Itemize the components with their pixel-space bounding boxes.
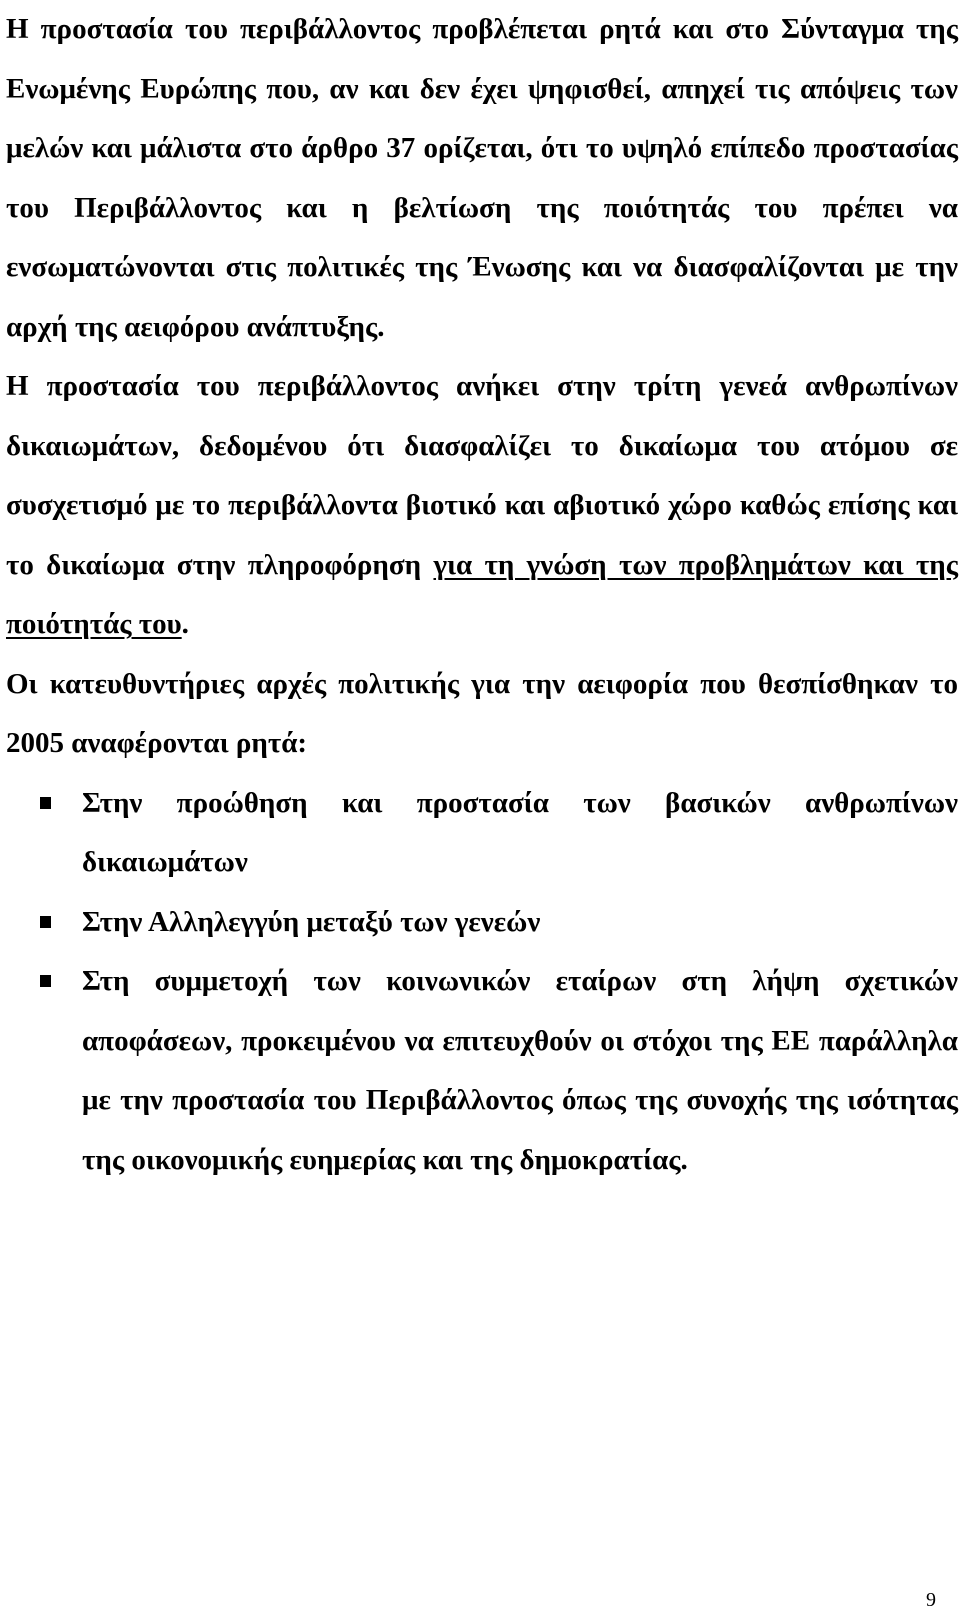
paragraph-guiding-principles: Οι κατευθυντήριες αρχές πολιτικής για την αειφορία που θεσπίσθηκαν το 2005 αναφέρονται ρητά:	[6, 667, 958, 759]
principles-list	[6, 774, 958, 1191]
paragraph-human-rights-text: Η προστασία του περιβάλλοντος ανήκει στην τρίτη γενεά ανθρωπίνων δικαιωμάτων, δεδομένου ότι διασφαλίζει το δικαίωμα του ατόμου σε συσχετισμό με το περιβάλλοντα βιοτικό και αβιοτικό χώρο καθώς επίσης και το δικαίωμα στην πληροφόρηση	[6, 370, 958, 581]
list-item-text: Στη συμμετοχή των κοινωνικών εταίρων στη λήψη σχετικών αποφάσεων, προκειμένου να επιτευχθούν οι στόχοι της ΕΕ παράλληλα με την προστασία του Περιβάλλοντος όπως της συνοχής της ισότητας της οικονομικής ευημερίας και της δημοκρατίας.	[82, 965, 958, 1176]
paragraph-human-rights	[6, 357, 958, 655]
underlined-phrase: για τη γνώση των προβλημάτων και της ποιότητάς του	[6, 548, 958, 640]
list-item-text: Στην Αλληλεγγύη μεταξύ των γενεών	[82, 905, 541, 938]
paragraph-human-rights-end: .	[181, 608, 189, 640]
square-bullet-icon	[40, 916, 51, 928]
paragraph-constitution: Η προστασία του περιβάλλοντος προβλέπεται ρητά και στο Σύνταγμα της Ενωμένης Ευρώπης που, αν και δεν έχει ψηφισθεί, απηχεί τις απόψεις των μελών και μάλιστα στο άρθρο 37 ορίζεται, ότι το υψηλό επίπεδο προστασίας του Περιβάλλοντος και η βελτίωση της ποιότητάς του πρέπει να ενσωματώνονται στις πολιτικές της Ένωσης και να διασφαλίζονται με την αρχή της αειφόρου ανάπτυξης.	[6, 13, 958, 343]
list-item-text: Στην προώθηση και προστασία των βασικών ανθρωπίνων δικαιωμάτων	[82, 786, 958, 878]
page-number: 9	[926, 1589, 936, 1611]
list-item	[6, 774, 958, 893]
document-page	[6, 0, 958, 1190]
square-bullet-icon	[40, 797, 51, 809]
list-item	[6, 893, 958, 953]
square-bullet-icon	[40, 975, 51, 987]
list-item	[6, 952, 958, 1190]
